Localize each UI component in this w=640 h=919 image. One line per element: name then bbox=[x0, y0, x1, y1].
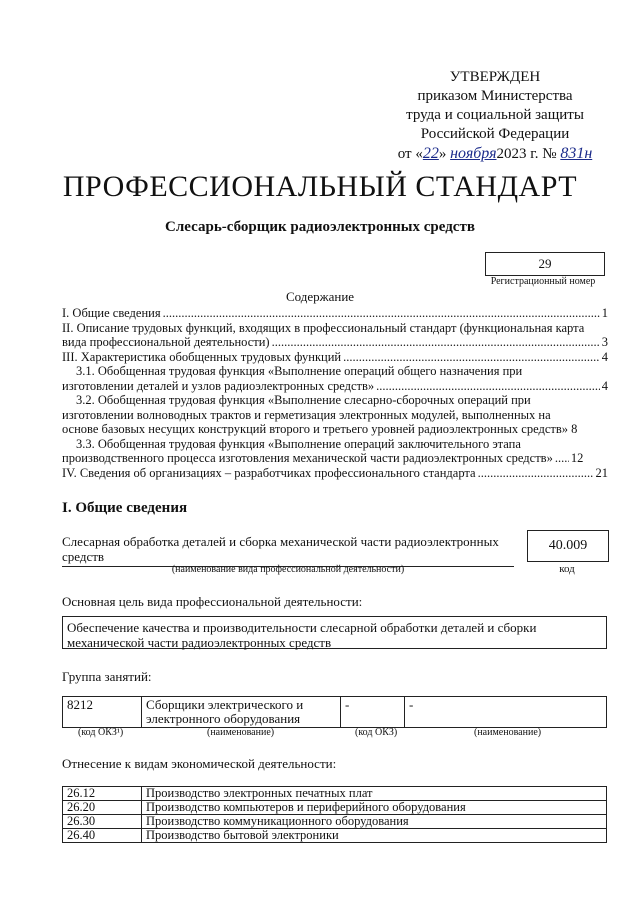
handwritten-day: 22 bbox=[422, 145, 439, 162]
goal-label: Основная цель вида профессиональной деятельности: bbox=[62, 594, 363, 609]
approval-block bbox=[390, 68, 600, 164]
section-heading: I. Общие сведения bbox=[62, 500, 188, 516]
okved-code-cell: 26.20 bbox=[63, 801, 142, 815]
approval-line-2: приказом Министерства bbox=[417, 88, 573, 104]
group-label: Группа занятий: bbox=[62, 669, 152, 684]
okved-name-cell: Производство электронных печатных плат bbox=[142, 787, 607, 801]
approval-date-line: от «22» ноября2023 г. № 831н bbox=[397, 145, 593, 162]
okved-code-cell: 26.30 bbox=[63, 815, 142, 829]
document-title: ПРОФЕССИОНАЛЬНЫЙ СТАНДАРТ bbox=[62, 170, 578, 203]
approval-line-1: УТВЕРЖДЕН bbox=[449, 69, 541, 85]
occupation-group-table bbox=[62, 696, 607, 728]
toc-item-3-3[interactable]: 3.3. Обобщенная трудовая функция «Выполнение операций заключительного этапа производственного процесса изготовления механической части радиоэлектронных средств» ..... 12 bbox=[62, 437, 608, 466]
table-row bbox=[63, 801, 607, 815]
toc-item-iv[interactable]: IV. Сведения об организациях – разработчиках профессионального стандарта ..... 21 bbox=[62, 466, 608, 481]
approval-line-3: труда и социальной защиты bbox=[406, 107, 584, 123]
activity-name-label: (наименование вида профессиональной деятельности) bbox=[171, 564, 405, 575]
toc-heading: Содержание bbox=[285, 289, 355, 304]
okved-code-cell: 26.12 bbox=[63, 787, 142, 801]
okz-code-label: (код ОКЗ¹) bbox=[78, 727, 124, 738]
toc-item-3-2[interactable]: 3.2. Обобщенная трудовая функция «Выполнение слесарно-сборочных операций при изготовлении волноводных трактов и герметизация электронных модулей, выполненных на основе базовых несущих конструкций второго и третьего уровней радиоэлектронных средств» 8 bbox=[62, 393, 578, 436]
activity-code-label: код bbox=[559, 563, 575, 575]
handwritten-month: ноября bbox=[450, 145, 497, 162]
approval-line-4: Российской Федерации bbox=[420, 126, 570, 142]
activity-name: Слесарная обработка деталей и сборка механической части радиоэлектронных средств bbox=[62, 534, 514, 567]
okved-name-cell: Производство коммуникационного оборудования bbox=[142, 815, 607, 829]
activity-code-box: 40.009 bbox=[527, 530, 609, 562]
registration-number-label: Регистрационный номер bbox=[490, 276, 596, 287]
economic-activity-table bbox=[62, 786, 607, 843]
group-code2-cell: - bbox=[341, 697, 405, 728]
toc-item-ii[interactable]: II. Описание трудовых функций, входящих в профессиональный стандарт (функциональная карта вида профессиональной деятельности) ..... 3 bbox=[62, 321, 608, 350]
okved-name-cell: Производство бытовой электроники bbox=[142, 829, 607, 843]
handwritten-order-number: 831н bbox=[560, 145, 593, 162]
toc-item-iii[interactable]: III. Характеристика обобщенных трудовых функций ..... 4 bbox=[62, 350, 608, 365]
table-row bbox=[63, 815, 607, 829]
table-row bbox=[63, 829, 607, 843]
okved-code-cell: 26.40 bbox=[63, 829, 142, 843]
group-name-cell: Сборщики электрического и электронного оборудования bbox=[142, 697, 341, 728]
document-subtitle: Слесарь-сборщик радиоэлектронных средств bbox=[165, 219, 475, 235]
toc-item-3-1[interactable]: 3.1. Обобщенная трудовая функция «Выполнение операций общего назначения при изготовлении деталей и узлов радиоэлектронных средств» ..... 4 bbox=[62, 364, 608, 393]
okz-name-label: (наименование) bbox=[207, 727, 275, 738]
table-of-contents bbox=[62, 306, 608, 480]
table-row bbox=[63, 787, 607, 801]
group-code-cell: 8212 bbox=[63, 697, 142, 728]
economic-activity-label: Отнесение к видам экономической деятельности: bbox=[62, 756, 337, 771]
toc-item-i[interactable]: I. Общие сведения ..... 1 bbox=[62, 306, 608, 321]
group-name2-cell: - bbox=[405, 697, 607, 728]
registration-number-box: 29 bbox=[485, 252, 605, 276]
table-row bbox=[63, 697, 607, 728]
okved-name-cell: Производство компьютеров и периферийного оборудования bbox=[142, 801, 607, 815]
goal-box: Обеспечение качества и производительности слесарной обработки деталей и сборки механической части радиоэлектронных средств bbox=[62, 616, 607, 649]
okz-code2-label: (код ОКЗ) bbox=[355, 727, 398, 738]
okz-name2-label: (наименование) bbox=[474, 727, 542, 738]
